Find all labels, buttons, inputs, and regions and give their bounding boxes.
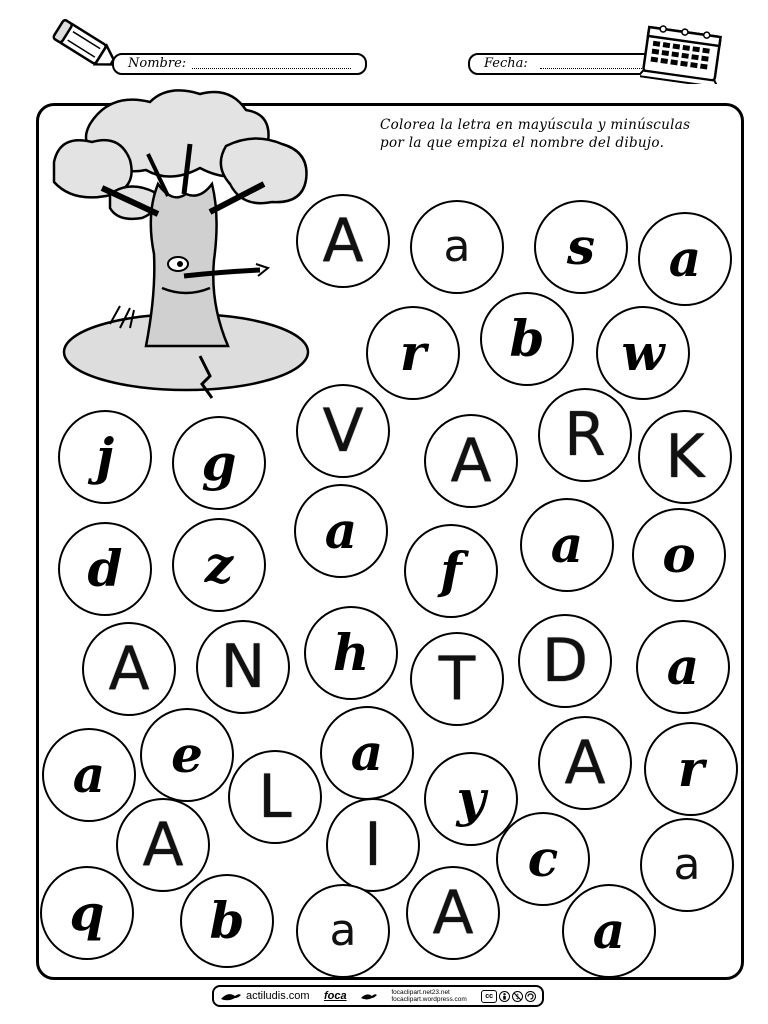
letter: a (324, 501, 358, 560)
letter-bubble[interactable] (424, 414, 518, 508)
letter: A (108, 634, 150, 704)
footer-url-2[interactable]: focaclipart.wordpress.com (391, 996, 467, 1003)
letter-bubble[interactable] (644, 722, 738, 816)
svg-text:$: $ (515, 992, 520, 1001)
letter: A (322, 206, 364, 276)
date-field[interactable] (468, 53, 658, 75)
footer-site[interactable]: actiludis.com (246, 990, 310, 1002)
letter: R (564, 400, 606, 470)
letter: V (322, 396, 364, 466)
name-field[interactable] (112, 53, 367, 75)
letter-bubble[interactable] (180, 874, 274, 968)
letter: e (171, 725, 203, 784)
footer-brand: foca (323, 990, 347, 1002)
letter-bubble[interactable] (496, 812, 590, 906)
letter-bubble[interactable] (172, 416, 266, 510)
letter: r (677, 739, 705, 798)
letter: j (95, 427, 115, 486)
letter-bubble[interactable] (228, 750, 322, 844)
letter: r (399, 323, 427, 382)
letter-bubble[interactable] (42, 728, 136, 822)
letter: A (564, 728, 606, 798)
letter: a (592, 901, 626, 960)
letter-bubble[interactable] (294, 484, 388, 578)
letter: T (438, 644, 476, 714)
letter: a (550, 515, 584, 574)
letter-bubble[interactable] (480, 292, 574, 386)
letter: y (456, 769, 486, 828)
instructions-text: Colorea la letra en mayúscula y minúsculas por la que empiza el nombre del dibujo. (380, 117, 691, 151)
tree-illustration (50, 84, 312, 400)
letter-bubble[interactable] (638, 212, 732, 306)
footer-bar (212, 985, 544, 1007)
letter-bubble[interactable] (366, 306, 460, 400)
footer-urls (391, 989, 467, 1003)
letter: o (662, 525, 696, 584)
letter: c (527, 829, 559, 888)
letter: w (621, 323, 665, 382)
name-label: Nombre: (128, 56, 187, 71)
letter-bubble[interactable] (296, 884, 390, 978)
letter: a (72, 745, 106, 804)
seal-small-icon (361, 991, 377, 1001)
letter-bubble[interactable] (410, 632, 504, 726)
footer-url-1[interactable]: focaclipart.net23.net (391, 989, 450, 996)
seal-logo-icon (220, 990, 242, 1002)
letter: L (258, 762, 292, 832)
letter: d (87, 539, 123, 598)
letter-bubble[interactable] (172, 518, 266, 612)
letter: q (69, 883, 105, 942)
letter: b (209, 891, 245, 950)
letter-bubble[interactable] (58, 522, 152, 616)
letter: a (666, 637, 700, 696)
letter-bubble[interactable] (296, 384, 390, 478)
letter-bubble[interactable] (638, 410, 732, 504)
letter: a (673, 839, 701, 890)
by-icon (499, 991, 510, 1002)
letter-bubble[interactable] (534, 200, 628, 294)
letter-bubble[interactable] (296, 194, 390, 288)
letter: z (204, 535, 234, 594)
letter-bubble[interactable] (410, 200, 504, 294)
letter-bubble[interactable] (562, 884, 656, 978)
calendar-icon (640, 22, 726, 84)
letter: f (440, 541, 462, 600)
letter-bubble[interactable] (518, 614, 612, 708)
letter-bubble[interactable] (596, 306, 690, 400)
letter-bubble[interactable] (404, 524, 498, 618)
letter: h (332, 623, 370, 682)
letter-bubble[interactable] (304, 606, 398, 700)
letter: b (509, 309, 545, 368)
date-line (540, 68, 642, 69)
letter-bubble[interactable] (326, 798, 420, 892)
letter-bubble[interactable] (196, 620, 290, 714)
letter-bubble[interactable] (116, 798, 210, 892)
nc-icon (512, 991, 523, 1002)
letter: s (566, 217, 596, 276)
letter-bubble[interactable] (82, 622, 176, 716)
letter: a (668, 229, 702, 288)
letter: g (201, 433, 237, 492)
letter-bubble[interactable] (636, 620, 730, 714)
letter: D (541, 626, 589, 696)
letter: a (329, 905, 357, 956)
letter: a (443, 221, 471, 272)
cc-license-icon: cc (481, 990, 497, 1003)
letter: K (665, 422, 705, 492)
letter-bubble[interactable] (640, 818, 734, 912)
name-line (192, 68, 351, 69)
letter-bubble[interactable] (538, 388, 632, 482)
letter-bubble[interactable] (406, 866, 500, 960)
letter: A (450, 426, 492, 496)
footer-site-group (220, 990, 310, 1002)
letter-bubble[interactable] (520, 498, 614, 592)
letter: I (364, 810, 382, 880)
date-label: Fecha: (484, 56, 528, 71)
letter-bubble[interactable] (632, 508, 726, 602)
letter: A (432, 878, 474, 948)
letter-bubble[interactable] (58, 410, 152, 504)
letter: a (350, 723, 384, 782)
letter-bubble[interactable] (538, 716, 632, 810)
letter-bubble[interactable] (40, 866, 134, 960)
sa-icon (525, 991, 536, 1002)
letter: N (220, 632, 266, 702)
letter: A (142, 810, 184, 880)
letter-bubble[interactable] (140, 708, 234, 802)
letter-bubble[interactable] (320, 706, 414, 800)
license-badge (481, 990, 536, 1003)
